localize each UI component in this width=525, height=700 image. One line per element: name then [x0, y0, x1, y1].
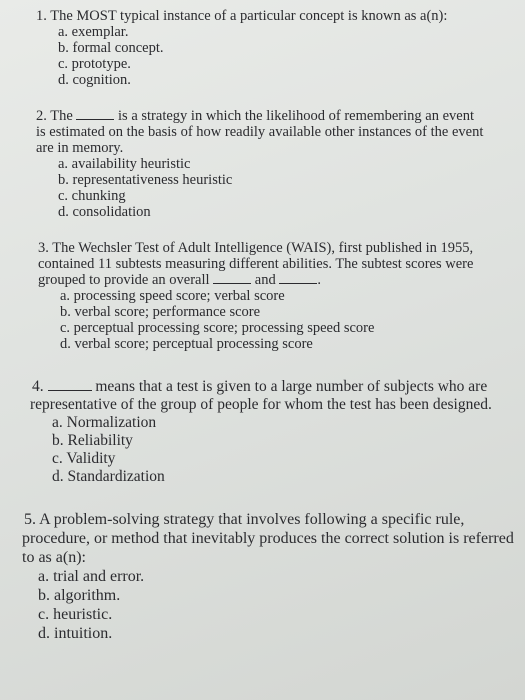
question-3-option-c: c. perceptual processing score; processing speed score	[60, 320, 375, 336]
answer-blank	[213, 273, 251, 284]
question-4-stem-start: 4.	[32, 378, 44, 395]
question-1-option-b: b. formal concept.	[58, 40, 164, 56]
question-2-option-a: a. availability heuristic	[58, 156, 191, 172]
question-5-option-d: d. intuition.	[38, 625, 113, 642]
question-2-option-d: d. consolidation	[58, 204, 151, 220]
answer-blank	[279, 273, 317, 284]
answer-blank	[76, 109, 114, 120]
question-4	[30, 378, 492, 486]
question-1-option-a: a. exemplar.	[58, 24, 129, 40]
question-1-stem: 1. The MOST typical instance of a particular concept is known as a(n):	[36, 8, 448, 24]
question-3-stem-end: .	[317, 272, 321, 288]
question-5-option-b: b. algorithm.	[38, 587, 121, 604]
question-5	[22, 510, 514, 643]
question-3-option-d: d. verbal score; perceptual processing score	[60, 336, 313, 352]
question-3-stem-line-2: contained 11 subtests measuring different abilities. The subtest scores were	[38, 256, 474, 272]
question-4-stem-line-2: representative of the group of people for whom the test has been designed.	[30, 396, 492, 413]
question-2-stem-line-1	[36, 108, 483, 124]
question-4-option-b: b. Reliability	[52, 432, 133, 449]
question-4-stem-rest: means that a test is given to a large number of subjects who are	[95, 378, 488, 395]
answer-blank	[48, 380, 92, 391]
question-2-stem-line-2: is estimated on the basis of how readily available other instances of the event	[36, 124, 484, 140]
question-2-option-b: b. representativeness heuristic	[58, 172, 233, 188]
question-2-stem-rest: is a strategy in which the likelihood of remembering an event	[118, 108, 474, 124]
question-4-option-d: d. Standardization	[52, 468, 165, 485]
question-3	[38, 240, 473, 352]
question-4-option-c: c. Validity	[52, 450, 116, 467]
question-5-stem-line-2: procedure, or method that inevitably produces the correct solution is referred	[22, 530, 514, 547]
question-5-option-a: a. trial and error.	[38, 568, 145, 585]
question-2-option-c: c. chunking	[58, 188, 126, 204]
question-2	[36, 108, 483, 220]
question-5-stem-line-1: 5. A problem-solving strategy that involves following a specific rule,	[24, 511, 465, 528]
question-3-stem-line-3	[38, 272, 473, 288]
question-2-stem-line-3: are in memory.	[36, 140, 124, 156]
question-3-stem-and: and	[254, 272, 276, 288]
question-5-option-c: c. heuristic.	[38, 606, 113, 623]
question-4-option-a: a. Normalization	[52, 414, 157, 431]
question-5-stem-line-3: to as a(n):	[22, 549, 86, 566]
question-3-stem-line-1: 3. The Wechsler Test of Adult Intelligence (WAIS), first published in 1955,	[38, 240, 474, 256]
question-3-option-a: a. processing speed score; verbal score	[60, 288, 285, 304]
question-1	[36, 8, 447, 88]
question-1-option-c: c. prototype.	[58, 56, 131, 72]
question-2-stem-start: 2. The	[36, 108, 73, 124]
question-1-option-d: d. cognition.	[58, 72, 131, 88]
question-4-stem-line-1	[30, 378, 492, 396]
question-3-stem-start: grouped to provide an overall	[38, 272, 210, 288]
question-3-option-b: b. verbal score; performance score	[60, 304, 261, 320]
